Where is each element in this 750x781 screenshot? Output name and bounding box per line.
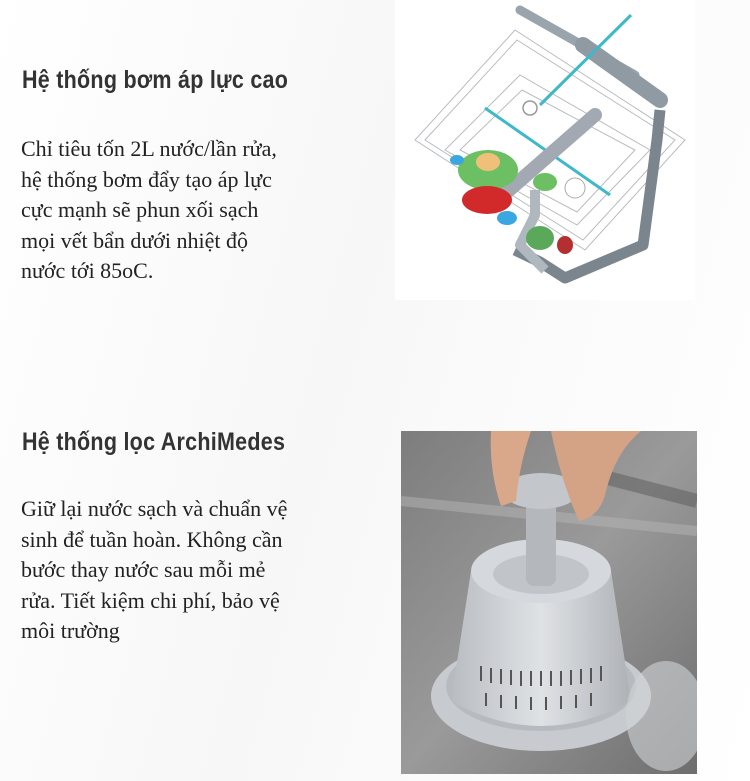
section-title-filter: Hệ thống lọc ArchiMedes bbox=[22, 428, 286, 456]
body-line: Giữ lại nước sạch và chuẩn vệ bbox=[21, 496, 288, 521]
body-line: hệ thống bơm đẩy tạo áp lực bbox=[21, 166, 272, 192]
body-line: mọi vết bẩn dưới nhiệt độ bbox=[21, 227, 249, 253]
pump-system-diagram-image bbox=[395, 0, 695, 300]
archimedes-filter-photo bbox=[401, 431, 697, 774]
body-line: Chỉ tiêu tốn 2L nước/lần rửa, bbox=[21, 136, 277, 161]
body-line: môi trường bbox=[21, 618, 120, 643]
body-line: bước thay nước sau mỗi mẻ bbox=[21, 557, 266, 582]
body-line: cực mạnh sẽ phun xối sạch bbox=[21, 197, 259, 222]
filter-photo-svg bbox=[401, 431, 697, 774]
section-body-filter bbox=[21, 494, 371, 647]
pump-diagram-svg bbox=[395, 0, 695, 300]
body-line: sinh để tuần hoàn. Không cần bbox=[21, 526, 283, 552]
body-line: nước tới 85oC. bbox=[21, 258, 154, 283]
section-body-pump bbox=[21, 134, 371, 287]
section-title-pump: Hệ thống bơm áp lực cao bbox=[22, 66, 289, 94]
body-line: rửa. Tiết kiệm chi phí, bảo vệ bbox=[21, 587, 280, 613]
